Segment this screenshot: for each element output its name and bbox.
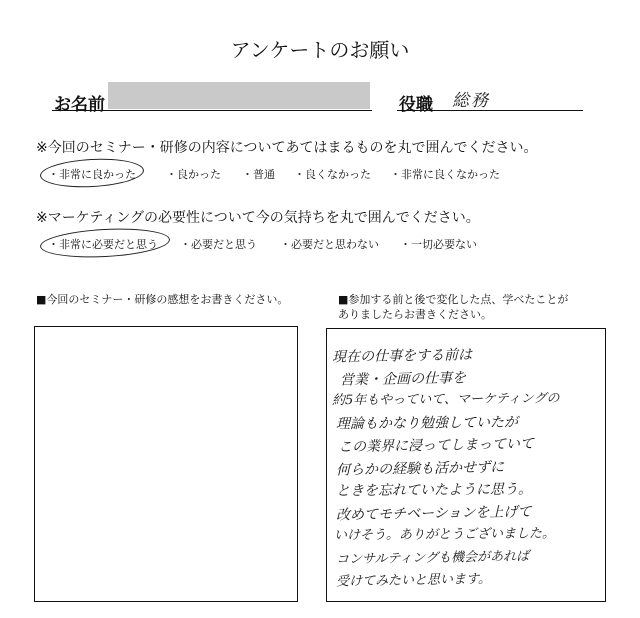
- handwritten-line: 約5年もやっていて、マーケティングの: [331, 391, 560, 409]
- q1-option-very-bad[interactable]: ・非常に良くなかった: [390, 168, 500, 181]
- changes-heading-line-1: ■参加する前と後で変化した点、学べたことが: [338, 293, 569, 306]
- handwritten-line: 理論もかなり勉強していたが: [335, 414, 519, 432]
- q2-option-not-necessary[interactable]: ・必要だと思わない: [280, 238, 379, 251]
- role-value: 総務: [452, 91, 490, 111]
- name-redaction: [108, 82, 370, 109]
- handwritten-line: 改めてモチベーションを上げて: [335, 503, 532, 523]
- q2-option-very-necessary[interactable]: ・非常に必要だと思う: [48, 238, 158, 251]
- name-field-line[interactable]: [52, 110, 372, 111]
- changes-heading-line-2: ありましたらお書きください。: [338, 308, 492, 321]
- question-2-text: ※マーケティングの必要性について今の気持ちを丸で囲んでください。: [36, 210, 480, 226]
- page-title: アンケートのお願い: [230, 38, 410, 62]
- q1-option-average[interactable]: ・普通: [242, 168, 275, 181]
- handwritten-line: コンサルティングも機会があれば: [335, 548, 530, 567]
- role-field-line[interactable]: [397, 110, 583, 111]
- impressions-textarea[interactable]: [34, 326, 298, 602]
- q2-option-not-at-all[interactable]: ・一切必要ない: [400, 238, 477, 251]
- q1-option-very-good[interactable]: ・非常に良かった: [48, 168, 136, 181]
- q1-option-not-good[interactable]: ・良くなかった: [294, 168, 371, 181]
- role-label: 役職: [399, 95, 433, 115]
- question-1-text: ※今回のセミナー・研修の内容についてあてはまるものを丸で囲んでください。: [36, 140, 538, 156]
- handwritten-line: 何らかの経験も活かせずに: [335, 459, 505, 478]
- handwritten-line: いけそう。ありがとうございました。: [333, 526, 556, 544]
- handwritten-line: この業界に浸ってしまっていて: [337, 436, 535, 456]
- name-label: お名前: [54, 95, 105, 115]
- impressions-heading: ■今回のセミナー・研修の感想をお書きください。: [36, 293, 289, 306]
- handwritten-line: 営業・企画の仕事を: [339, 369, 467, 388]
- handwritten-line: 現在の仕事をする前は: [331, 347, 473, 366]
- handwritten-line: ときを忘れていたように思う。: [335, 481, 533, 500]
- q1-option-good[interactable]: ・良かった: [166, 168, 221, 181]
- q2-option-necessary[interactable]: ・必要だと思う: [180, 238, 257, 251]
- handwritten-answer: [332, 344, 622, 592]
- handwritten-line: 受けてみたいと思います。: [335, 571, 492, 590]
